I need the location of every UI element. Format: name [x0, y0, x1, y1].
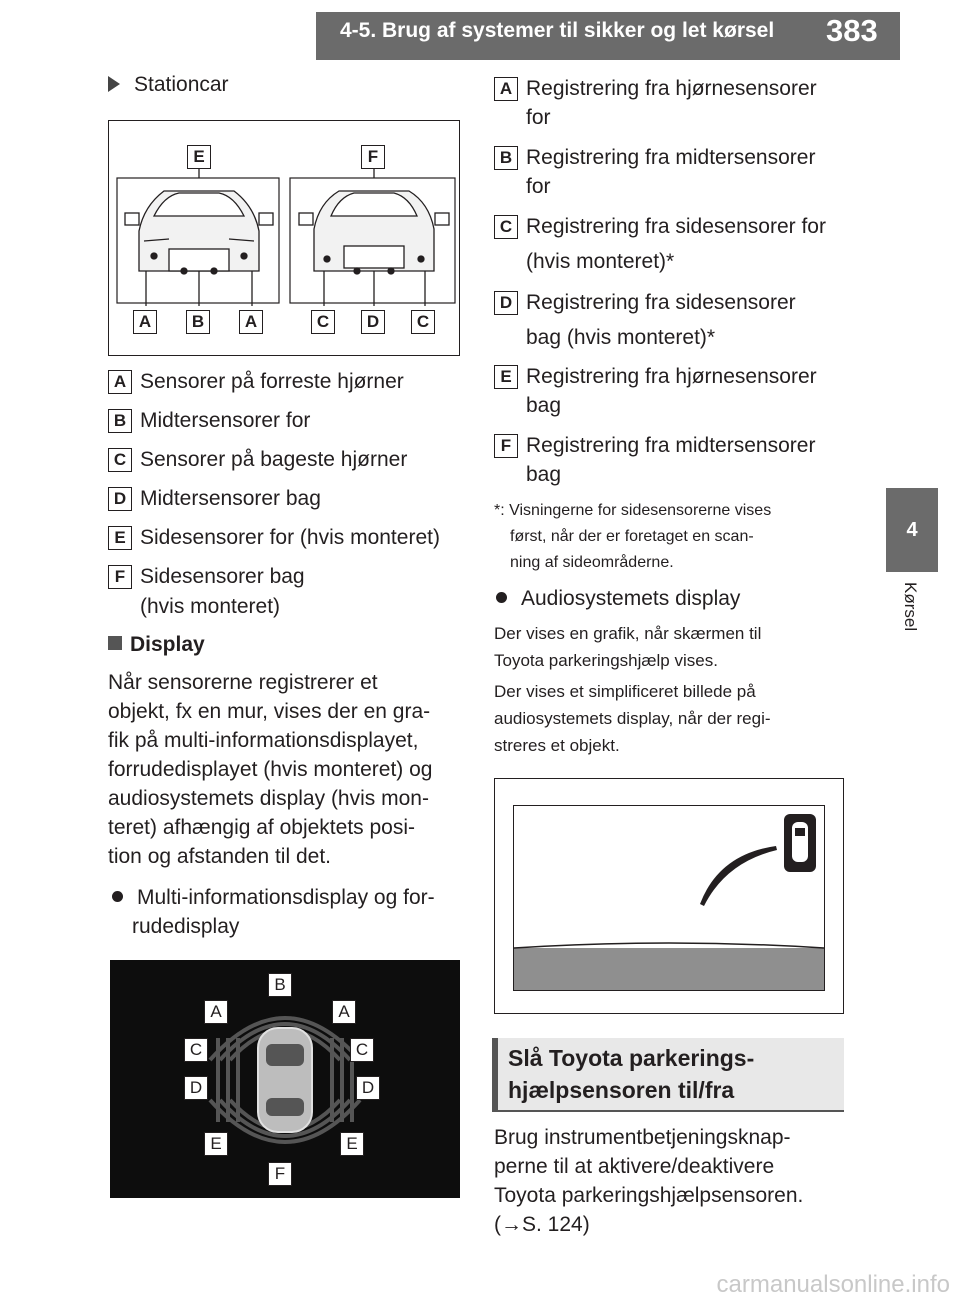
- front-car-icon: [125, 169, 273, 306]
- audio-display-figure: [494, 778, 844, 1014]
- legend-item: E Sidesensorer for (hvis monteret): [108, 523, 440, 552]
- fig-label-c: C: [411, 310, 435, 334]
- audio-paragraph-1: Der vises en grafik, når skærmen til Toyota parkeringshjælp vises.: [494, 624, 762, 670]
- final-paragraph: Brug instrumentbetjeningsknap- perne til at aktivere/deaktivere Toyota parkeringshjælpsensoren. (→S. 124): [494, 1123, 803, 1239]
- rear-car-icon: [299, 169, 449, 306]
- display-paragraph: Når sensorerne registrerer et objekt, fx en mur, vises der en gra- fik på multi-informationsdisplayet, forrudedisplayet (hvis monteret) og audiosystemets display (hvis mon- teret) afhængig af objektets posi- tion og afstanden til det.: [108, 671, 433, 868]
- disp-label-a: A: [204, 1000, 228, 1024]
- detection-item: C Registrering fra sidesensorer for (hvis monteret)*: [494, 212, 826, 276]
- fig-label-d: D: [361, 310, 385, 334]
- disp-label-b: B: [268, 973, 292, 997]
- fig-label-e: E: [187, 145, 211, 169]
- disp-label-a: A: [332, 1000, 356, 1024]
- detection-item: E Registrering fra hjørnesensorer bag: [494, 362, 817, 420]
- watermark: carmanualsonline.info: [716, 1271, 950, 1298]
- detection-item: B Registrering fra midtersensorer for: [494, 143, 815, 201]
- car-top-view-icon: [258, 1028, 312, 1132]
- multi-info-display-figure: [110, 960, 460, 1198]
- audio-screen: [513, 805, 825, 991]
- page-reference-link[interactable]: (→S. 124): [494, 1213, 590, 1236]
- legend-item: B Midtersensorer for: [108, 406, 310, 435]
- legend-item: D Midtersensorer bag: [108, 484, 321, 513]
- audio-screen-svg: [514, 806, 824, 990]
- page-number: 383: [826, 13, 878, 48]
- bullet-dot-icon: [112, 891, 123, 902]
- legend-item-continuation: (hvis monteret): [140, 595, 281, 618]
- bullet-audio-display: Audiosystemets display: [496, 584, 740, 613]
- footnote: *: Visningerne for sidesensorerne vises først, når der er foretaget en scan- ning af sideområderne.: [494, 502, 772, 571]
- disp-label-f: F: [268, 1162, 292, 1186]
- chapter-label: Kørsel: [901, 582, 920, 632]
- detection-item: D Registrering fra sidesensorer bag (hvis monteret)*: [494, 288, 796, 352]
- square-bullet-icon: [108, 636, 122, 650]
- fig-label-a: A: [133, 310, 157, 334]
- chapter-tab: 4: [886, 488, 938, 572]
- bullet-dot-icon: [496, 592, 507, 603]
- legend-item: C Sensorer på bageste hjørner: [108, 445, 407, 474]
- section-heading: Slå Toyota parkerings- hjælpsensoren til/fra: [508, 1045, 755, 1103]
- display-heading: Display: [108, 630, 205, 659]
- car-sensor-icon: [784, 814, 816, 872]
- sensor-location-figure: [108, 120, 460, 356]
- legend-item: A Sensorer på forreste hjørner: [108, 367, 404, 396]
- fig-label-c: C: [311, 310, 335, 334]
- disp-label-d: D: [184, 1076, 208, 1100]
- variant-heading: Stationcar: [108, 70, 229, 99]
- detection-item: F Registrering fra midtersensorer bag: [494, 431, 815, 489]
- disp-label-e: E: [340, 1132, 364, 1156]
- bullet-multi-info: Multi-informationsdisplay og for- rudedisplay: [112, 883, 435, 941]
- fig-label-a: A: [239, 310, 263, 334]
- legend-item: F Sidesensorer bag: [108, 562, 305, 591]
- detection-item: A Registrering fra hjørnesensorer for: [494, 74, 817, 132]
- disp-label-c: C: [350, 1038, 374, 1062]
- fig-label-f: F: [361, 145, 385, 169]
- car-diagram-svg: [109, 121, 461, 357]
- disp-label-c: C: [184, 1038, 208, 1062]
- section-header-title: 4-5. Brug af systemer til sikker og let kørsel: [340, 19, 775, 42]
- fig-label-b: B: [186, 310, 210, 334]
- disp-label-d: D: [356, 1076, 380, 1100]
- audio-paragraph-2: Der vises et simplificeret billede på audiosystemets display, når der regi- streres et objekt.: [494, 682, 771, 755]
- triangle-bullet-icon: [108, 76, 120, 92]
- disp-label-e: E: [204, 1132, 228, 1156]
